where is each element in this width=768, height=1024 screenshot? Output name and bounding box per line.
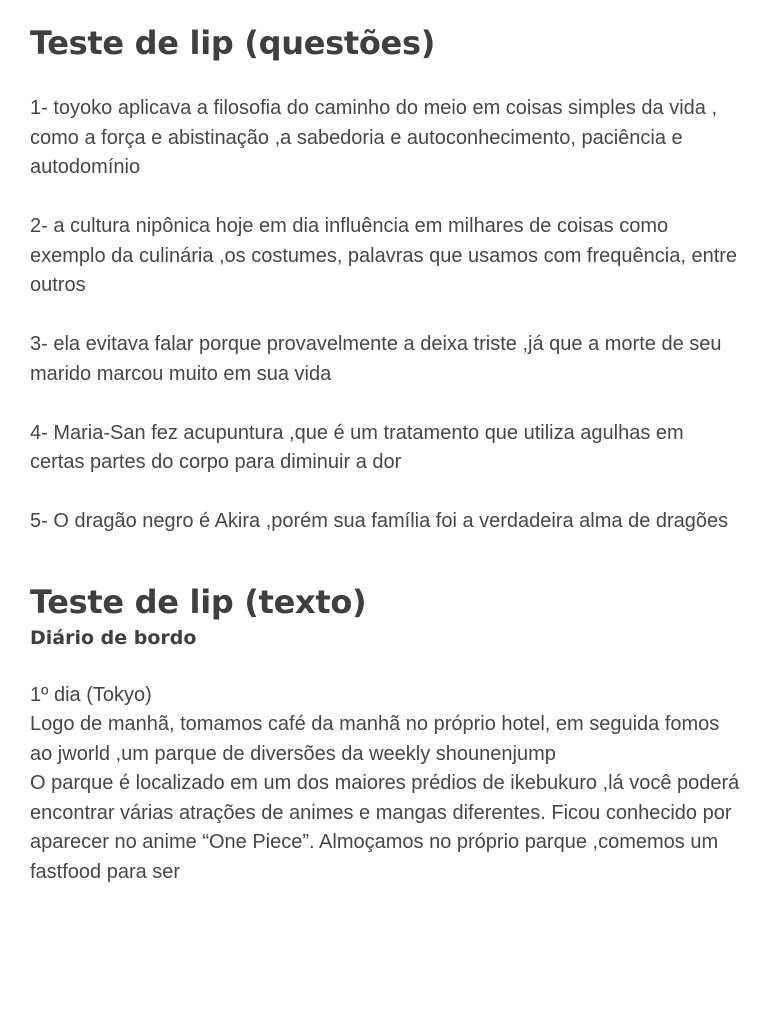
answers-list xyxy=(30,94,742,537)
text-section xyxy=(30,581,742,888)
diary-paragraph-2: O parque é localizado em um dos maiores prédios de ikebukuro ,lá você poderá encontrar várias atrações de animes e mangas diferentes. Ficou conhecido por aparecer no anime “One Piece”. Almoçamos no próprio parque ,comemos um fastfood para ser xyxy=(30,772,740,883)
diary-subtitle: Diário de bordo xyxy=(30,626,197,649)
answer-1: 1- toyoko aplicava a filosofia do caminho do meio em coisas simples da vida , como a força e abistinação ,a sabedoria e autoconhecimento, paciência e autodomínio xyxy=(30,97,718,178)
document-page xyxy=(30,22,742,887)
text-section-title: Teste de lip (texto) xyxy=(30,582,367,621)
answer-4: 4- Maria-San fez acupuntura ,que é um tratamento que utiliza agulhas em certas partes do corpo para diminuir a dor xyxy=(30,421,684,473)
diary-paragraph-1: Logo de manhã, tomamos café da manhã no próprio hotel, em seguida fomos ao jworld ,um parque de diversões da weekly shounenjump xyxy=(30,713,720,765)
questions-title: Teste de lip (questões) xyxy=(30,24,436,62)
answer-3: 3- ela evitava falar porque provavelmente a deixa triste ,já que a morte de seu marido marcou muito em sua vida xyxy=(30,333,722,385)
diary-body xyxy=(30,681,742,888)
answer-5: 5- O dragão negro é Akira ,porém sua família foi a verdadeira alma de dragões xyxy=(30,510,729,532)
day-label: 1º dia (Tokyo) xyxy=(30,683,152,706)
answer-2: 2- a cultura nipônica hoje em dia influência em milhares de coisas como exemplo da culinária ,os costumes, palavras que usamos com frequência, entre outros xyxy=(30,215,738,296)
